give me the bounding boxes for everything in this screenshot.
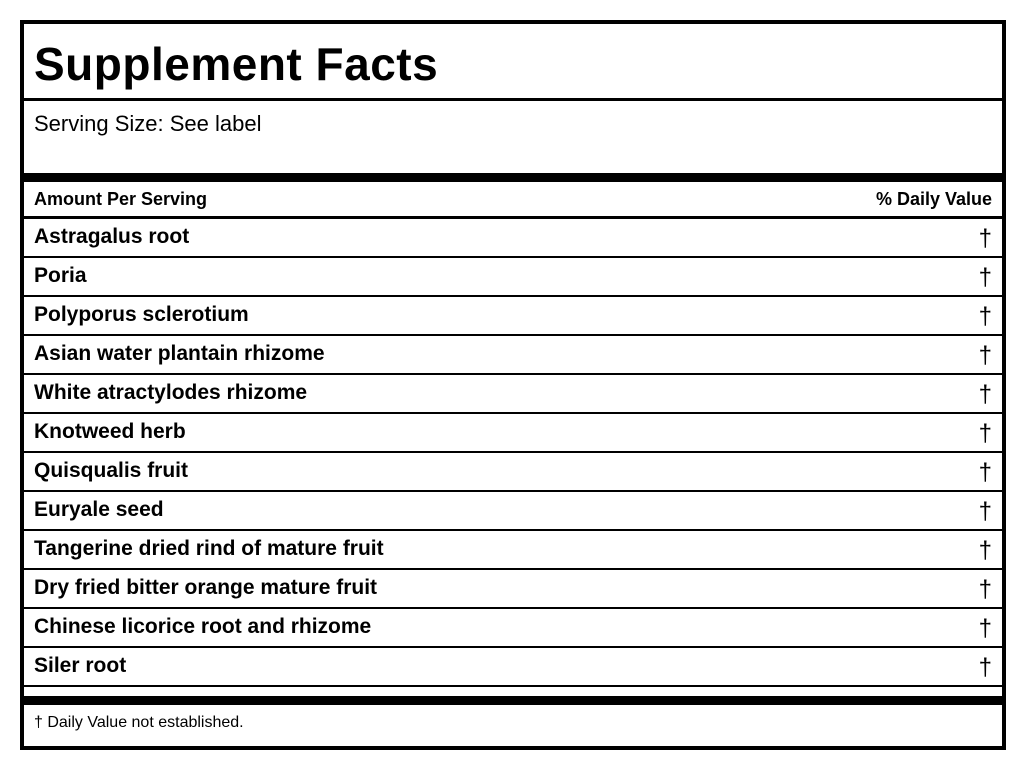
ingredient-row (24, 492, 1002, 531)
ingredient-daily-value: † (978, 380, 992, 408)
daily-value-header: % Daily Value (875, 188, 992, 209)
ingredient-daily-value: † (978, 224, 992, 252)
ingredient-daily-value: † (978, 263, 992, 291)
ingredient-daily-value: † (978, 419, 992, 447)
thick-divider-top (24, 173, 1002, 182)
ingredient-name: Polyporus sclerotium (34, 302, 249, 326)
ingredient-name: Siler root (34, 653, 127, 677)
ingredient-row (24, 219, 1002, 258)
label-title: Supplement Facts (24, 24, 1002, 101)
thick-divider-bottom (24, 696, 1002, 705)
ingredient-name: Poria (34, 263, 87, 287)
ingredient-row (24, 453, 1002, 492)
ingredient-row (24, 609, 1002, 648)
ingredient-daily-value: † (978, 458, 992, 486)
ingredient-row (24, 375, 1002, 414)
ingredient-row (24, 648, 1002, 687)
ingredient-row (24, 258, 1002, 297)
ingredient-name: Tangerine dried rind of mature fruit (34, 536, 384, 560)
ingredient-row (24, 297, 1002, 336)
ingredient-name: Knotweed herb (34, 419, 186, 443)
ingredient-daily-value: † (978, 536, 992, 564)
ingredient-name: Euryale seed (34, 497, 164, 521)
ingredient-row (24, 336, 1002, 375)
ingredient-daily-value: † (978, 341, 992, 369)
ingredient-name: Asian water plantain rhizome (34, 341, 325, 365)
ingredient-name: Dry fried bitter orange mature fruit (34, 575, 378, 599)
spacer (24, 687, 1002, 696)
footnote: † Daily Value not established. (34, 714, 244, 731)
ingredient-daily-value: † (978, 575, 992, 603)
amount-per-serving-header: Amount Per Serving (34, 188, 208, 209)
ingredient-daily-value: † (978, 614, 992, 642)
ingredient-name: Astragalus root (34, 224, 190, 248)
ingredient-row (24, 531, 1002, 570)
ingredient-list (24, 219, 1002, 687)
ingredient-row (24, 570, 1002, 609)
ingredient-daily-value: † (978, 497, 992, 525)
ingredient-daily-value: † (978, 653, 992, 681)
ingredient-name: White atractylodes rhizome (34, 380, 308, 404)
ingredient-name: Chinese licorice root and rhizome (34, 614, 372, 638)
serving-size: Serving Size: See label (34, 111, 262, 136)
column-header-row (24, 182, 1002, 219)
supplement-facts-label (20, 20, 1006, 750)
ingredient-row (24, 414, 1002, 453)
ingredient-daily-value: † (978, 302, 992, 330)
ingredient-name: Quisqualis fruit (34, 458, 189, 482)
